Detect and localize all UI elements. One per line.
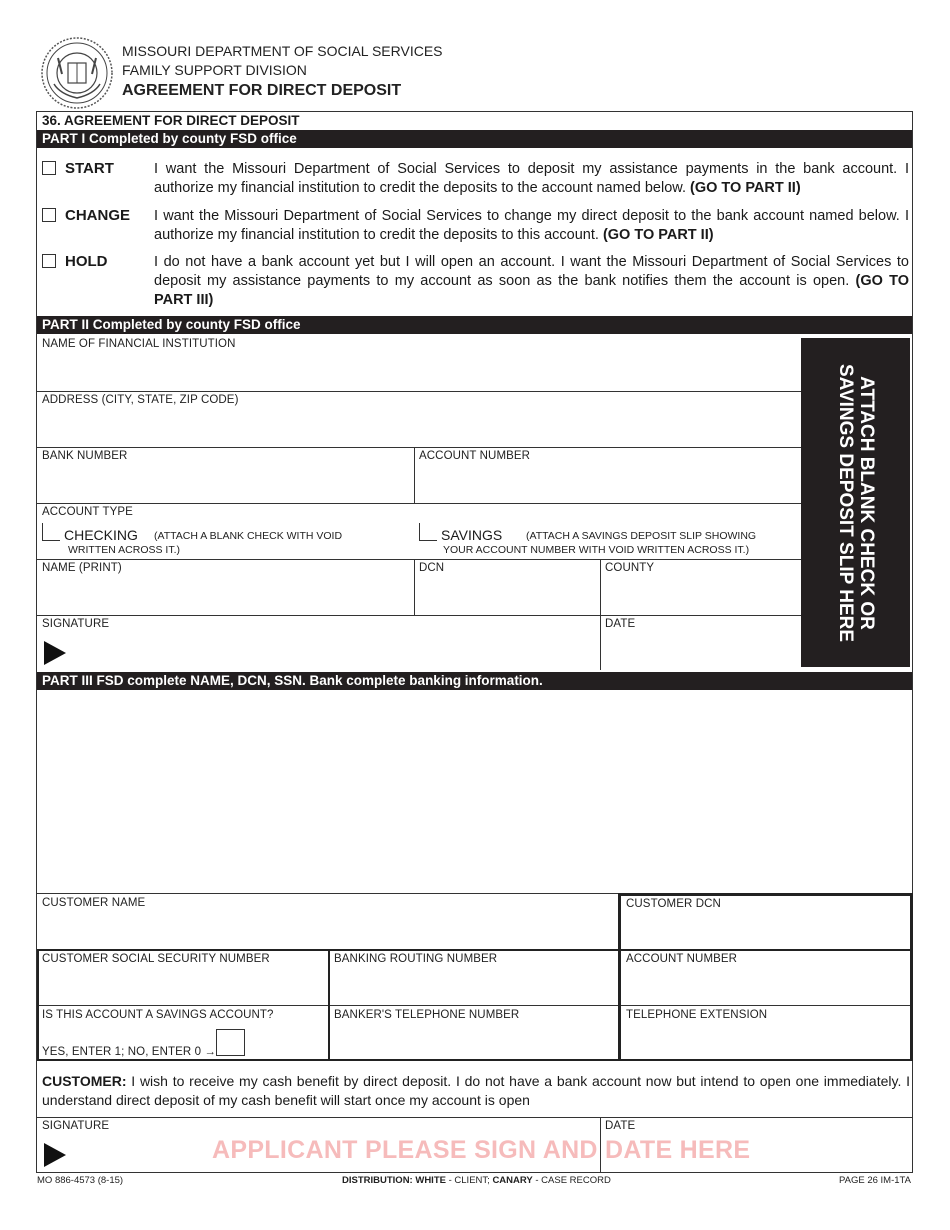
- change-checkbox[interactable]: [42, 208, 56, 222]
- customer-dcn-label: CUSTOMER DCN: [626, 898, 721, 910]
- change-label: CHANGE: [65, 207, 131, 224]
- date-label: DATE: [605, 618, 636, 630]
- divider: [37, 949, 912, 951]
- name-print-input[interactable]: [37, 574, 413, 614]
- customer-dcn-input[interactable]: [622, 910, 909, 948]
- hold-label: HOLD: [65, 253, 108, 270]
- institution-label: NAME OF FINANCIAL INSTITUTION: [42, 338, 236, 350]
- divider: [37, 559, 801, 560]
- divider: [37, 1005, 912, 1006]
- page-title: AGREEMENT FOR DIRECT DEPOSIT: [122, 82, 402, 99]
- missouri-seal-icon: [40, 36, 114, 110]
- phone-extension-label: TELEPHONE EXTENSION: [626, 1009, 768, 1021]
- savings-question-hint: YES, ENTER 1; NO, ENTER 0 →: [42, 1046, 216, 1058]
- checking-checkbox[interactable]: [42, 523, 60, 541]
- checking-note: (ATTACH A BLANK CHECK WITH VOID: [154, 530, 343, 542]
- address-input[interactable]: [37, 406, 799, 446]
- division-name: FAMILY SUPPORT DIVISION: [122, 62, 307, 78]
- customer-ssn-label: CUSTOMER SOCIAL SECURITY NUMBER: [42, 953, 270, 965]
- bank-account-number-input[interactable]: [622, 966, 909, 1004]
- divider: [37, 949, 39, 1061]
- attach-instructions: ATTACH BLANK CHECK OR SAVINGS DEPOSIT SLIP HERE: [834, 363, 877, 642]
- routing-number-label: BANKING ROUTING NUMBER: [334, 953, 498, 965]
- dcn-label: DCN: [419, 562, 445, 574]
- customer-name-label: CUSTOMER NAME: [42, 897, 146, 909]
- customer-signature-arrow-icon: [44, 1143, 66, 1167]
- address-label: ADDRESS (CITY, STATE, ZIP CODE): [42, 394, 239, 406]
- banker-phone-input[interactable]: [331, 1022, 617, 1058]
- date-input[interactable]: [602, 630, 799, 668]
- divider: [414, 559, 415, 615]
- checking-note-cont: WRITTEN ACROSS IT.): [68, 544, 181, 556]
- signature-label: SIGNATURE: [42, 618, 110, 630]
- change-description: I want the Missouri Department of Social Services to change my direct deposit to the bank account named below. I authorize my financial institution to credit the deposits to this account. (GO TO PART II): [154, 208, 909, 243]
- part1-heading: PART I Completed by county FSD office: [37, 130, 912, 148]
- phone-extension-input[interactable]: [622, 1022, 909, 1058]
- checking-label: CHECKING: [64, 527, 138, 543]
- routing-number-input[interactable]: [331, 966, 617, 1004]
- hold-checkbox[interactable]: [42, 254, 56, 268]
- divider: [37, 1059, 912, 1061]
- customer-ssn-input[interactable]: [40, 966, 327, 1004]
- divider: [37, 615, 801, 616]
- start-checkbox[interactable]: [42, 161, 56, 175]
- divider: [37, 391, 801, 392]
- divider: [328, 949, 330, 1061]
- customer-statement: CUSTOMER: I wish to receive my cash benefit by direct deposit. I do not have a bank account now but intend to open one immediately. I understand direct deposit of my cash benefit will start once my account is open: [42, 1073, 910, 1108]
- savings-checkbox[interactable]: [419, 523, 437, 541]
- savings-label: SAVINGS: [441, 527, 503, 543]
- form-number: MO 886-4573 (8-15): [37, 1175, 124, 1186]
- customer-date-label: DATE: [605, 1120, 636, 1132]
- savings-question-label: IS THIS ACCOUNT A SAVINGS ACCOUNT?: [42, 1009, 274, 1021]
- county-input[interactable]: [602, 574, 799, 614]
- bank-account-number-label: ACCOUNT NUMBER: [626, 953, 738, 965]
- divider: [414, 447, 415, 503]
- divider: [618, 893, 621, 1061]
- divider: [37, 447, 801, 448]
- signature-arrow-icon: [44, 641, 66, 665]
- part3-heading: PART III FSD complete NAME, DCN, SSN. Bank complete banking information.: [37, 672, 912, 690]
- banker-phone-label: BANKER'S TELEPHONE NUMBER: [334, 1009, 520, 1021]
- bank-number-label: BANK NUMBER: [42, 450, 128, 462]
- dcn-input[interactable]: [416, 574, 599, 614]
- distribution-note: DISTRIBUTION: WHITE - CLIENT; CANARY - CASE RECORD: [342, 1175, 611, 1186]
- account-number-input[interactable]: [416, 462, 799, 502]
- account-type-label: ACCOUNT TYPE: [42, 506, 133, 518]
- hold-description: I do not have a bank account yet but I will open an account. I want the Missouri Department of Social Services to deposit my assistance payments to my account as soon as the bank notifies them the account is open. (GO TO PART III): [154, 254, 909, 308]
- signature-field[interactable]: [70, 630, 598, 668]
- page-number: PAGE 26 IM-1TA: [839, 1175, 911, 1186]
- county-label: COUNTY: [605, 562, 655, 574]
- customer-name-input[interactable]: [38, 910, 616, 948]
- customer-signature-label: SIGNATURE: [42, 1120, 110, 1132]
- sign-here-watermark: APPLICANT PLEASE SIGN AND DATE HERE: [212, 1136, 751, 1164]
- divider: [910, 893, 913, 1061]
- check-attachment-area: [37, 690, 912, 892]
- start-label: START: [65, 160, 114, 177]
- savings-note-cont: YOUR ACCOUNT NUMBER WITH VOID WRITTEN ACROSS IT.): [443, 544, 750, 556]
- part2-heading: PART II Completed by county FSD office: [37, 316, 912, 334]
- start-description: I want the Missouri Department of Social Services to deposit my assistance payments in the bank account. I authorize my financial institution to credit the deposits to the account named below. (GO TO PART II): [154, 161, 909, 196]
- bank-number-input[interactable]: [37, 462, 413, 502]
- savings-answer-box[interactable]: [216, 1029, 245, 1056]
- divider: [37, 1117, 912, 1118]
- savings-note: (ATTACH A SAVINGS DEPOSIT SLIP SHOWING: [526, 530, 757, 542]
- divider: [618, 893, 913, 896]
- institution-input[interactable]: [37, 350, 799, 390]
- divider: [37, 503, 801, 504]
- agency-name: MISSOURI DEPARTMENT OF SOCIAL SERVICES: [122, 43, 443, 59]
- name-print-label: NAME (PRINT): [42, 562, 122, 574]
- account-number-label: ACCOUNT NUMBER: [419, 450, 531, 462]
- attach-check-panel: [801, 338, 910, 667]
- section-title: 36. AGREEMENT FOR DIRECT DEPOSIT: [42, 113, 300, 128]
